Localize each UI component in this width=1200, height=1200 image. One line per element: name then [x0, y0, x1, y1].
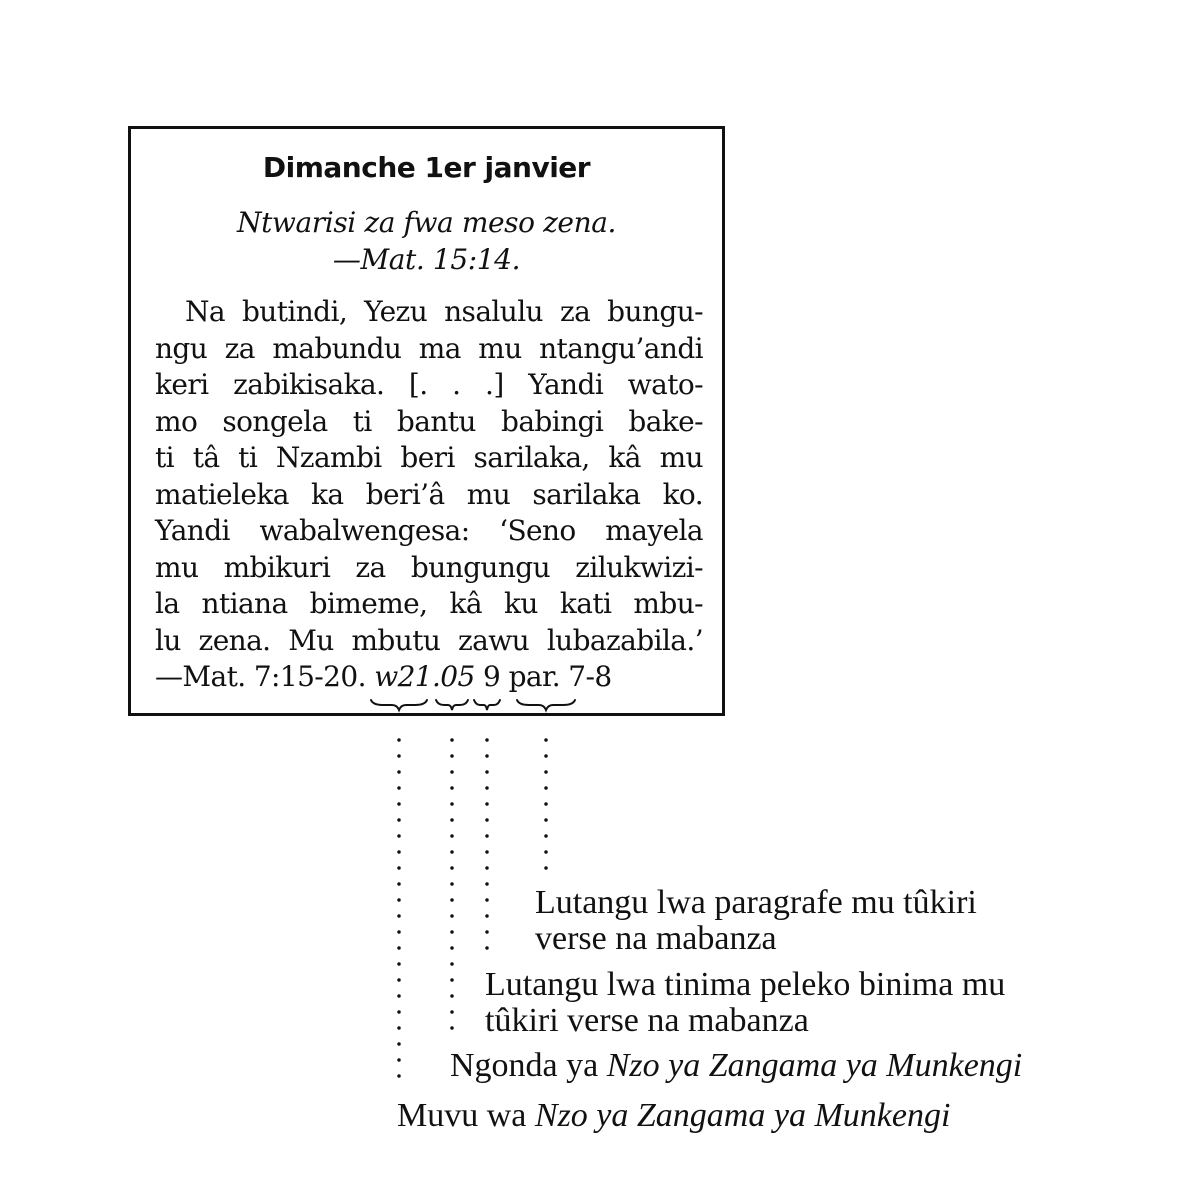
label-year-title: Nzo ya Zangama ya Munkengi	[534, 1097, 951, 1134]
theme-line-1: Ntwarisi za fwa meso zena.	[236, 206, 617, 239]
brace-paragraphs	[517, 700, 575, 710]
body-line: matieleka ka beri’â mu sarilaka ko.	[155, 477, 703, 511]
body-line: mu mbikuri za bungungu zilukwizi-	[155, 550, 703, 584]
label-issue-title: Nzo ya Zangama ya Munkengi	[606, 1047, 1023, 1084]
brace-issue	[371, 700, 427, 710]
label-year	[397, 1098, 950, 1134]
body-line: Na butindi, Yezu nsalulu za bungu-	[185, 295, 703, 328]
theme-line-2: —Mat. 15:14.	[332, 243, 521, 276]
body-line: ngu za mabundu ma mu ntangu’andi	[155, 331, 703, 365]
body-line: la ntiana bimeme, kâ ku kati mbu-	[155, 587, 703, 620]
label-page-line-1: Lutangu lwa tinima peleko binima mu	[485, 966, 1006, 1003]
brace-month	[436, 700, 468, 710]
label-paragraph-number	[535, 885, 977, 957]
citation-paragraphs: par. 7-8	[508, 660, 612, 693]
citation-scripture: —Mat. 7:15-20.	[155, 660, 366, 693]
date-heading: Dimanche 1er janvier	[262, 151, 591, 184]
label-issue-month	[450, 1048, 1022, 1084]
body-line: keri zabikisaka. [. . .] Yandi wato-	[155, 368, 703, 401]
label-paragraph-line-2: verse na mabanza	[535, 920, 777, 957]
citation-page: 9	[483, 660, 501, 693]
label-year-prefix: Muvu wa	[397, 1097, 527, 1134]
label-page-number	[485, 967, 1005, 1039]
label-paragraph-line-1: Lutangu lwa paragrafe mu tûkiri	[535, 884, 977, 921]
label-page-line-2: tûkiri verse na mabanza	[485, 1002, 809, 1039]
body-line: Yandi wabalwengesa: ‘Seno mayela	[155, 514, 703, 547]
citation-issue: w21.05	[374, 660, 475, 693]
body-line: mo songela ti bantu babingi bake-	[155, 404, 703, 438]
body-line: ti tâ ti Nzambi beri sarilaka, kâ mu	[155, 441, 703, 474]
body-line: lu zena. Mu mbutu zawu lubazabila.’	[155, 623, 703, 657]
label-issue-prefix: Ngonda ya	[450, 1047, 599, 1084]
brace-page	[474, 700, 500, 710]
